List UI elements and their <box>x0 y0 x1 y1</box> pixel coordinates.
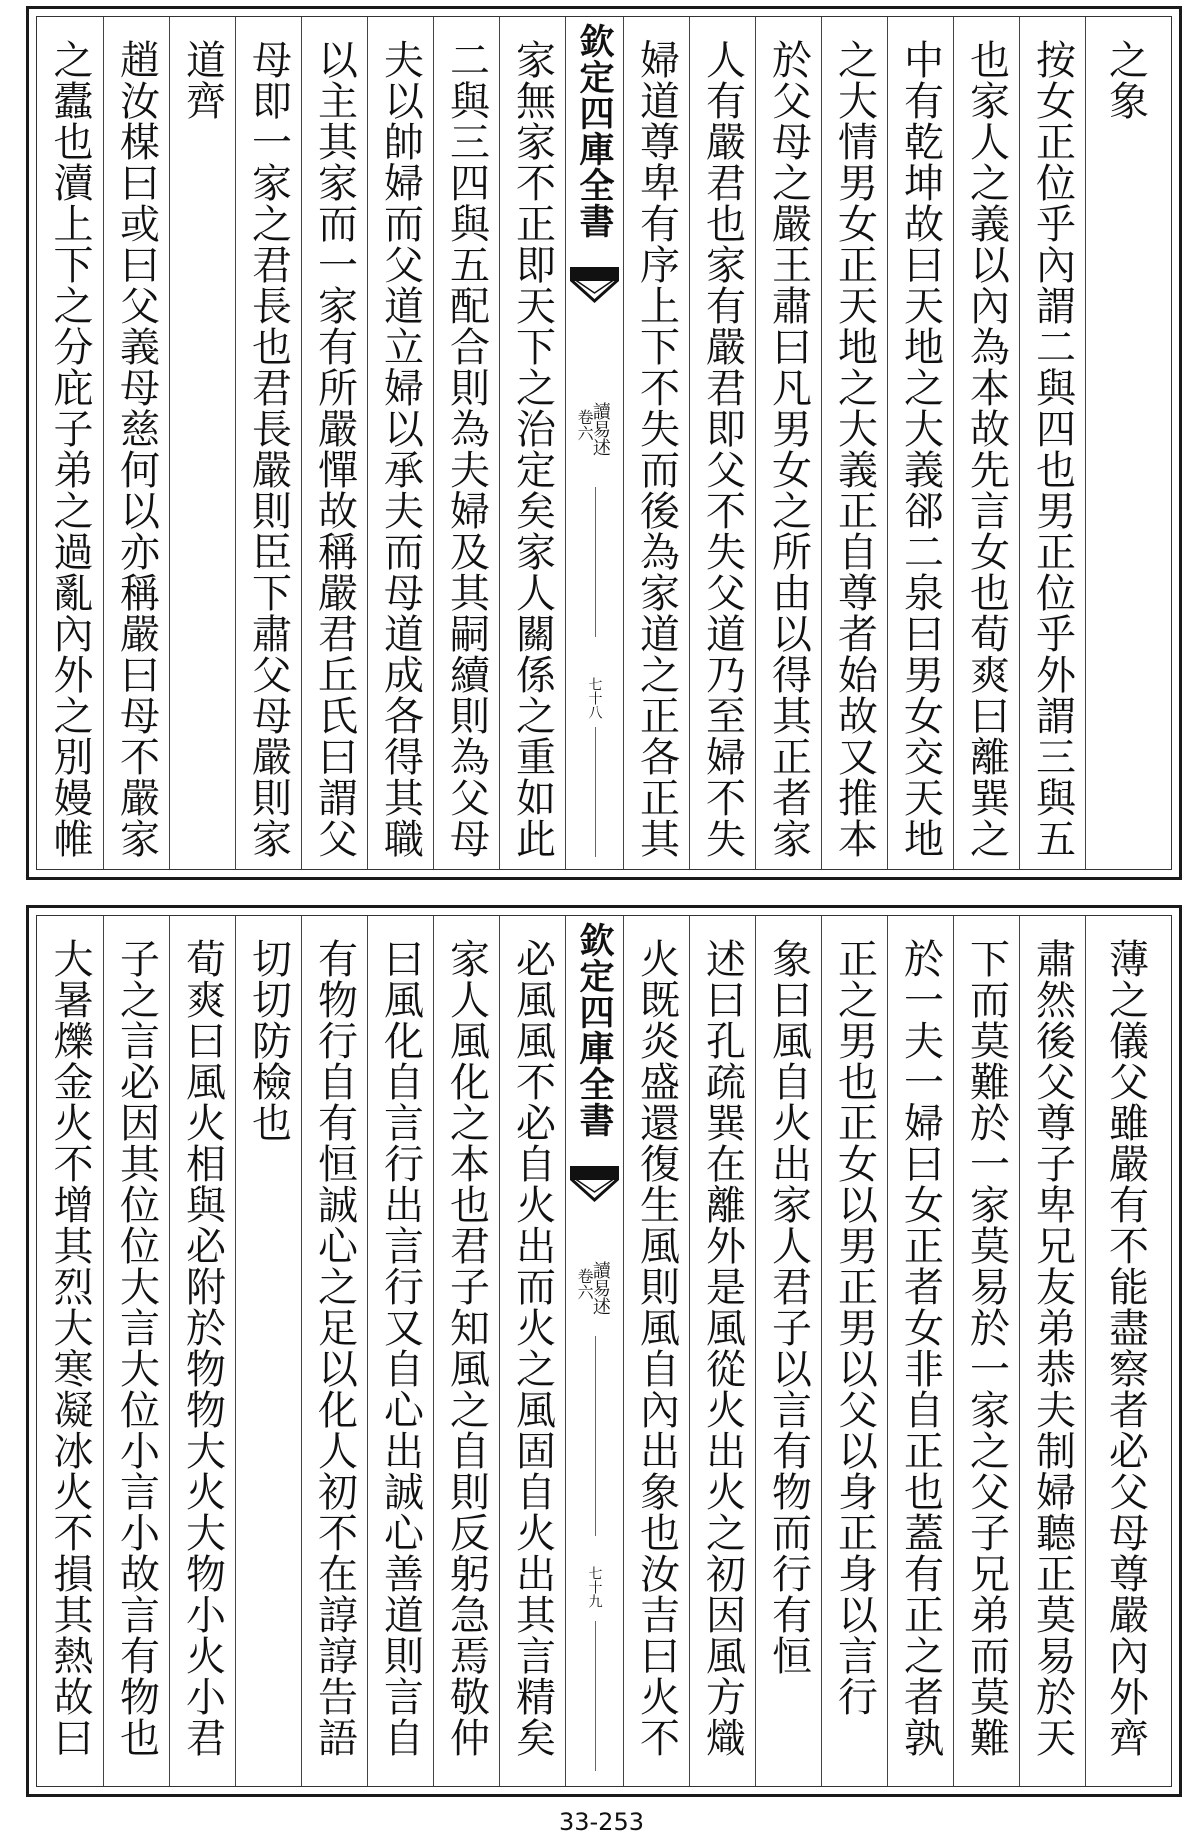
column-text: 正之男也正女以男正男以父以身正身以言行 <box>831 938 878 1717</box>
column-text: 家人風化之本也君子知風之自則反躬急焉敬仲 <box>443 938 490 1758</box>
column-text: 於一夫一婦曰女正者女非自正也蓋有正之者孰 <box>897 938 944 1758</box>
column-text: 必風風不必自火出而火之風固自火出其言精矣 <box>509 938 556 1758</box>
column-text: 之大情男女正天地之大義正自尊者始故又推本 <box>831 39 878 859</box>
column-text: 於父母之嚴王肅曰凡男女之所由以得其正者家 <box>765 39 812 859</box>
column-text: 象曰風自火出家人君子以言有物而行有恒 <box>765 938 812 1676</box>
series-title: 欽定四庫全書 <box>574 922 615 1138</box>
column-text: 以主其家而一家有所嚴憚故稱嚴君丘氏曰謂父 <box>311 39 358 859</box>
text-column <box>433 17 499 869</box>
column-text: 人有嚴君也家有嚴君即父不失父道乃至婦不失 <box>699 39 746 859</box>
column-text: 述曰孔疏巽在離外是風從火出火之初因風方熾 <box>699 938 746 1758</box>
folio-bottom <box>26 905 1182 1797</box>
text-column <box>1085 916 1165 1786</box>
column-text: 趙汝楳曰或曰父義母慈何以亦稱嚴曰母不嚴家 <box>113 39 160 859</box>
column-text: 薄之儀父雖嚴有不能盡察者必父母尊嚴內外齊 <box>1102 938 1149 1758</box>
column-text: 之蠹也瀆上下之分庇子弟之過亂內外之別嫚帷 <box>47 39 93 859</box>
text-column <box>821 916 887 1786</box>
text-column <box>499 916 565 1786</box>
column-text: 切切防檢也 <box>245 938 292 1143</box>
column-text: 也家人之義以內為本故先言女也荀爽曰離巽之 <box>963 39 1010 859</box>
text-column <box>367 17 433 869</box>
juan-number: 卷六 <box>575 1268 595 1300</box>
column-text: 下而莫難於一家莫易於一家之父子兄弟而莫難 <box>963 938 1010 1758</box>
text-column <box>235 916 301 1786</box>
page-number: 七十八 <box>586 677 603 719</box>
column-text: 二與三四與五配合則為夫婦及其嗣續則為父母 <box>443 39 490 859</box>
text-column <box>433 916 499 1786</box>
text-column <box>301 916 367 1786</box>
column-text: 有物行自有恒誠心之足以化人初不在諄諄告語 <box>311 938 358 1758</box>
column-text: 肅然後父尊子卑兄友弟恭夫制婦聽正莫易於天 <box>1029 938 1076 1758</box>
text-column <box>367 916 433 1786</box>
text-column <box>1085 17 1165 869</box>
fishtail-mark <box>570 267 619 305</box>
text-column <box>169 916 235 1786</box>
text-column <box>755 17 821 869</box>
page-number: 七十九 <box>586 1566 603 1608</box>
column-text: 中有乾坤故曰天地之大義郤二泉曰男女交天地 <box>897 39 944 859</box>
text-column <box>169 17 235 869</box>
column-text: 家無家不正即天下之治定矣家人關係之重如此 <box>509 39 556 859</box>
book-title: 讀易述 <box>589 1261 611 1315</box>
text-column <box>37 916 103 1786</box>
page-footer: 33-253 <box>558 1808 644 1836</box>
column-text: 道齊 <box>179 39 226 121</box>
series-title: 欽定四庫全書 <box>574 23 615 239</box>
center-fold-column <box>565 17 623 869</box>
text-column <box>37 17 103 869</box>
column-text: 子之言必因其位位大言大位小言小故言有物也 <box>113 938 160 1758</box>
center-fold-column <box>565 916 623 1786</box>
text-column <box>103 17 169 869</box>
text-column <box>499 17 565 869</box>
text-column <box>623 916 689 1786</box>
column-text: 曰風化自言行出言行又自心出誠心善道則言自 <box>377 938 424 1758</box>
text-column <box>1019 17 1085 869</box>
column-text: 荀爽曰風火相與必附於物物大火大物小火小君 <box>179 938 226 1758</box>
text-column <box>235 17 301 869</box>
text-column <box>887 916 953 1786</box>
fold-line <box>595 1336 596 1536</box>
folio-bottom-columns <box>37 916 1171 1786</box>
column-text: 按女正位乎內謂二與四也男正位乎外謂三與五 <box>1029 39 1076 859</box>
fishtail-mark <box>570 1166 619 1204</box>
fold-line <box>595 487 596 637</box>
text-column <box>821 17 887 869</box>
book-title: 讀易述 <box>589 402 611 456</box>
fold-line <box>595 1621 596 1771</box>
folio-top <box>26 6 1182 880</box>
column-text: 夫以帥婦而父道立婦以承夫而母道成各得其職 <box>377 39 424 859</box>
text-column <box>887 17 953 869</box>
text-column <box>689 17 755 869</box>
column-text: 母即一家之君長也君長嚴則臣下肅父母嚴則家 <box>245 39 292 859</box>
juan-number: 卷六 <box>575 409 595 441</box>
fold-line <box>595 727 596 857</box>
column-text: 火既炎盛還復生風則風自內出象也汝吉曰火不 <box>633 938 680 1758</box>
text-column <box>755 916 821 1786</box>
column-text: 之象 <box>1102 39 1149 121</box>
text-column <box>623 17 689 869</box>
folio-top-columns <box>37 17 1171 869</box>
text-column <box>953 17 1019 869</box>
text-column <box>689 916 755 1786</box>
text-column <box>103 916 169 1786</box>
text-column <box>301 17 367 869</box>
column-text: 大暑爍金火不增其烈大寒凝冰火不損其熱故曰 <box>47 938 93 1758</box>
text-column <box>953 916 1019 1786</box>
text-column <box>1019 916 1085 1786</box>
column-text: 婦道尊卑有序上下不失而後為家道之正各正其 <box>633 39 680 859</box>
